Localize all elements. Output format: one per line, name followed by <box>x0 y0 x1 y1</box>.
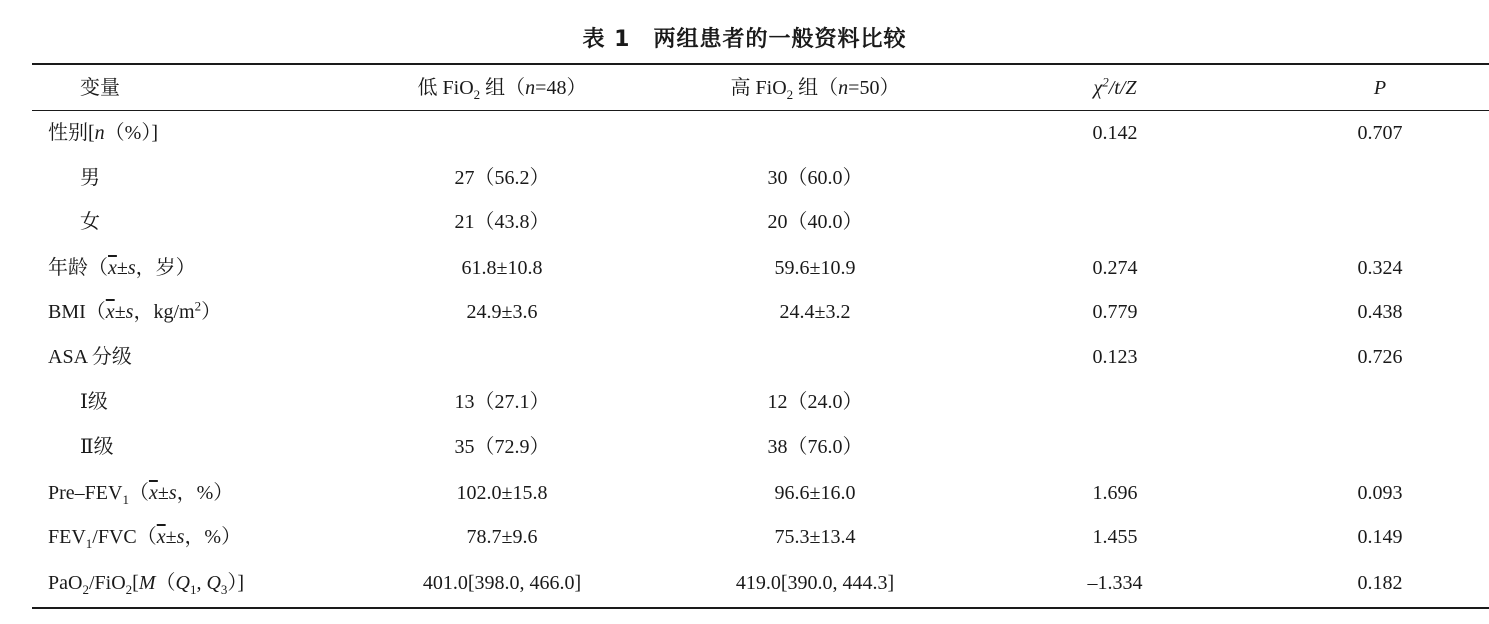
cell-stat <box>1040 156 1190 200</box>
cell-stat: 1.696 <box>1092 482 1138 504</box>
cell-p: 0.324 <box>1357 257 1403 279</box>
table-row-sex <box>0 111 1489 155</box>
cell-stat: 0.123 <box>1092 346 1138 368</box>
cell-stat: 0.274 <box>1092 257 1138 279</box>
cell-p: 0.093 <box>1357 482 1403 504</box>
table-title: 表 1 两组患者的一般资料比较 <box>582 27 907 52</box>
top-rule <box>32 63 1489 65</box>
table-row-bmi <box>0 290 1489 334</box>
cell-high: 96.6±16.0 <box>774 482 856 504</box>
row-label: 男 <box>80 167 100 189</box>
cell-low: 102.0±15.8 <box>456 482 548 504</box>
cell-low: 24.9±3.6 <box>466 301 538 323</box>
table-row-female <box>0 200 1489 244</box>
cell-low <box>352 111 652 155</box>
cell-stat: 0.779 <box>1092 301 1138 323</box>
row-label: Ⅱ级 <box>80 436 114 458</box>
cell-high: 75.3±13.4 <box>774 526 856 548</box>
cell-p: 0.149 <box>1357 526 1403 548</box>
row-label: Ⅰ级 <box>80 391 108 413</box>
cell-low: 21（43.8） <box>454 211 550 233</box>
table-row-asa <box>0 335 1489 379</box>
cell-low: 13（27.1） <box>454 391 550 413</box>
row-label: $FEV_1/FVC(\overline{x}\pm s$，%） <box>48 526 242 551</box>
bottom-rule <box>32 607 1489 609</box>
row-label: 年龄（$\overline{x}\pm s$，岁） <box>48 257 196 279</box>
cell-p <box>1300 156 1460 200</box>
cell-low: 401.0[398.0, 466.0] <box>422 572 582 594</box>
cell-p: 0.182 <box>1357 572 1403 594</box>
cell-p: 0.726 <box>1357 346 1403 368</box>
cell-high: 24.4±3.2 <box>779 301 851 323</box>
header-variable: 变量 <box>80 77 120 99</box>
table-row-pao2-fio2 <box>0 561 1489 605</box>
cell-high: 59.6±10.9 <box>774 257 856 279</box>
cell-low: 78.7±9.6 <box>466 526 538 548</box>
cell-high <box>665 335 965 379</box>
row-label: ASA 分级 <box>48 346 132 368</box>
cell-high <box>665 111 965 155</box>
cell-low <box>352 335 652 379</box>
cell-stat <box>1040 425 1190 469</box>
header-low-fio2: 低 FiO$_2$ 组（n=48） <box>417 77 587 102</box>
cell-high: 419.0[390.0, 444.3] <box>735 572 895 594</box>
cell-low: 27（56.2） <box>454 167 550 189</box>
header-p-value: P <box>1373 77 1387 99</box>
row-label: $PaO_2/FiO_2[M(Q_1$, $Q_3$）] <box>48 572 245 597</box>
header-high-fio2: 高 FiO$_2$ 组（n=50） <box>730 77 900 102</box>
table-row-fev1-fvc <box>0 515 1489 559</box>
cell-stat: –1.334 <box>1087 572 1143 594</box>
header-row <box>0 66 1489 110</box>
table-row-pre-fev1 <box>0 471 1489 515</box>
cell-high: 12（24.0） <box>767 391 863 413</box>
cell-high: 38（76.0） <box>767 436 863 458</box>
cell-p: 0.707 <box>1357 122 1403 144</box>
row-label: Pre–$FEV_1(\overline{x}\pm s$，%） <box>48 482 234 507</box>
cell-p <box>1300 200 1460 244</box>
cell-high: 20（40.0） <box>767 211 863 233</box>
cell-stat <box>1040 380 1190 424</box>
cell-p <box>1300 380 1460 424</box>
header-statistic: $\chi^2/t/Z$ <box>1093 74 1137 99</box>
cell-high: 30（60.0） <box>767 167 863 189</box>
table-row-male <box>0 156 1489 200</box>
cell-low: 35（72.9） <box>454 436 550 458</box>
table-row-asa-1 <box>0 380 1489 424</box>
row-label: 女 <box>80 211 100 233</box>
table-row-age <box>0 246 1489 290</box>
cell-stat: 0.142 <box>1092 122 1138 144</box>
table-row-asa-2 <box>0 425 1489 469</box>
row-label: 性别[n（%）] <box>48 122 158 144</box>
row-label: $BMI(\overline{x}\pm s$，$kg/m^2$） <box>48 298 222 323</box>
cell-low: 61.8±10.8 <box>461 257 543 279</box>
cell-p <box>1300 425 1460 469</box>
cell-stat <box>1040 200 1190 244</box>
cell-stat: 1.455 <box>1092 526 1138 548</box>
cell-p: 0.438 <box>1357 301 1403 323</box>
